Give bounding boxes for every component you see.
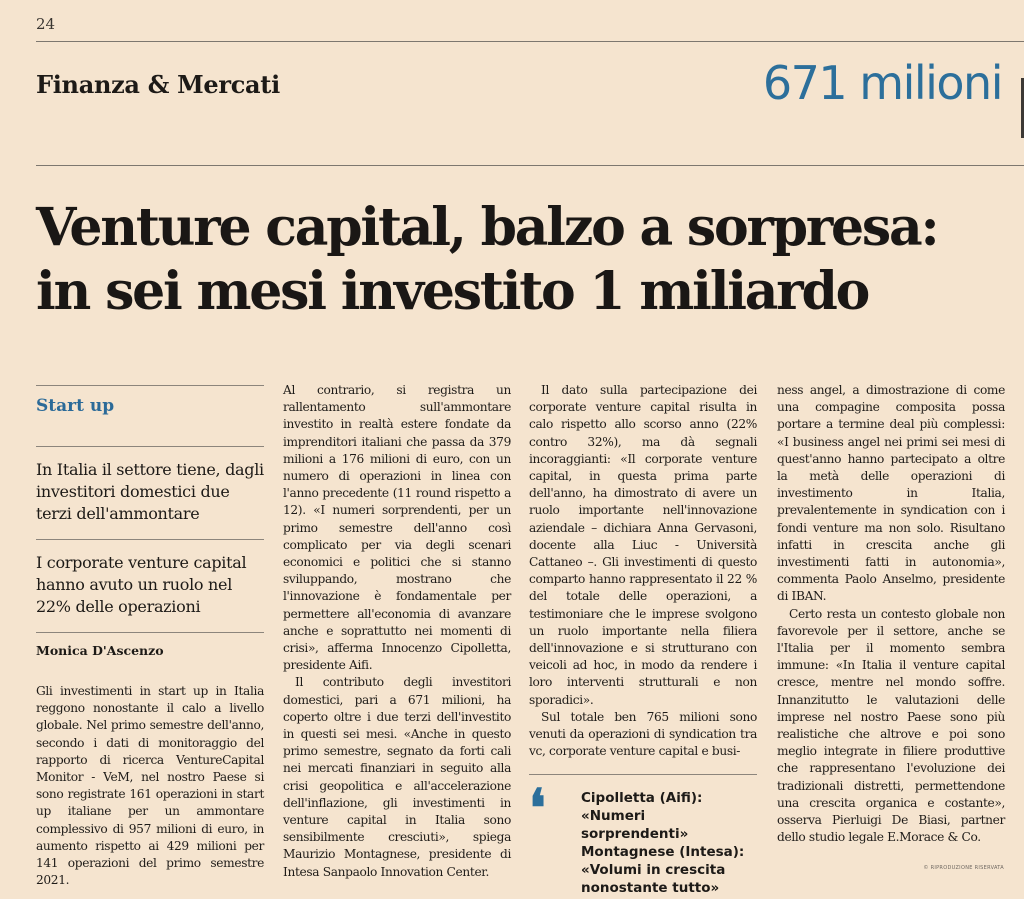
pull-quote-line: «Numeri sorprendenti» — [581, 808, 689, 842]
paragraph: Al contrario, si registra un rallentamento sull'ammontare investito in realtà estere fondate da imprenditori italiani che passa da 379 milioni a 176 milioni di euro, con un numero di operazioni in linea con l'anno precedente (11 round rispetto a 12). «I numeri sorprendenti, per un primo semestre dell'anno così complicato per via degli scenari economici e politici che si stanno sviluppando, mostrano che l'innovazione è fondamentale per permettere all'economia di avanzare anche e soprattutto nei momenti di crisi», afferma Innocenzo Cipolletta, presidente Aifi. — [283, 383, 511, 673]
divider — [36, 385, 264, 386]
highlight-figure: 671 milioni — [762, 56, 1002, 110]
section-title: Finanza & Mercati — [36, 70, 280, 99]
lead-column — [36, 385, 264, 672]
paragraph: Gli investimenti in start up in Italia reggono nonostante il calo a livello globale. Nel primo semestre dell'anno, secondo i dati di monitoraggio del rapporto di ricerca VentureCapital Monitor - VeM, nel nostro Paese si sono registrate 161 operazioni in start up italiane per un ammontare complessivo di 957 milioni di euro, in aumento rispetto ai 429 milioni per 141 operazioni del primo semestre 2021. — [36, 684, 264, 888]
pull-quote-line: Montagnese (Intesa): — [581, 844, 745, 860]
body-column-1 — [36, 683, 264, 889]
pull-quote-text — [581, 789, 757, 897]
paragraph: Sul totale ben 765 milioni sono venuti da operazioni di syndication tra vc, corporate venture capital e busi- — [529, 709, 757, 759]
summary-1: In Italia il settore tiene, dagli investitori domestici due terzi dell'ammontare — [36, 460, 264, 523]
paragraph: Certo resta un contesto globale non favorevole per il settore, anche se l'Italia per il momento sembra immune: «In Italia il venture capital cresce, mentre nel mondo soffre. Innanzitutto le valutazioni delle imprese nel nostro Paese sono più realistiche che altrove e poi sono meglio integrate in filiere produttive che rappresentano l'evoluzione dei tradizionali distretti, permettendone una crescita organica e costante», osserva Pierluigi De Biasi, partner dello studio legale E.Morace & Co. — [777, 606, 1005, 845]
top-rule — [36, 41, 1024, 42]
section-rule — [36, 165, 1024, 166]
paragraph: ness angel, a dimostrazione di come una compagine composita possa portare a termine deal più complessi: «I business angel nei primi sei mesi di quest'anno hanno partecipato a oltre la metà delle operazioni di investimento in Italia, prevalentemente in syndication con i fondi venture ma non solo. Risultano infatti in crescita anche gli investimenti fatti in autonomia», commenta Paolo Anselmo, presidente di IBAN. — [777, 383, 1005, 604]
headline — [36, 196, 986, 324]
pull-quote-line: «Volumi in crescita — [581, 862, 726, 878]
headline-line-1: Venture capital, balzo a sorpresa: — [36, 197, 938, 258]
pull-quote-line: nonostante tutto» — [581, 880, 720, 896]
divider — [36, 632, 264, 633]
quote-mark-icon: ❛ — [529, 778, 546, 839]
paragraph: Il dato sulla partecipazione dei corporate venture capital risulta in calo rispetto allo scorso anno (22% contro 32%), ma dà segnali incoraggianti: «Il corporate venture capital, in questa prima parte dell'anno, ha dimostrato di avere un ruolo importante nell'innovazione aziendale – dichiara Anna Gervasoni, docente alla Liuc - Università Cattaneo –. Gli investimenti di questo comparto hanno rappresentato il 22 % del totale delle operazioni, a testimoniare che le imprese svolgono un ruolo importante nella filiera dell'innovazione e si strutturano con veicoli ad hoc, in modo da rendere i loro interventi strutturali e non sporadici». — [529, 383, 757, 707]
summary-2: I corporate venture capital hanno avuto un ruolo nel 22% delle operazioni — [36, 553, 247, 616]
body-column-3 — [529, 382, 757, 760]
pull-quote — [529, 774, 757, 897]
kicker: Start up — [36, 396, 115, 416]
page-number: 24 — [36, 15, 56, 33]
headline-line-2: in sei mesi investito 1 miliardo — [36, 261, 869, 322]
byline: Monica D'Ascenzo — [36, 643, 164, 658]
body-column-4 — [777, 382, 1005, 846]
pull-quote-line: Cipolletta (Aifi): — [581, 790, 703, 806]
copyright-notice: © RIPRODUZIONE RISERVATA — [923, 865, 1004, 871]
body-column-2 — [283, 382, 511, 881]
paragraph: Il contributo degli investitori domestici, pari a 671 milioni, ha coperto oltre i due terzi dell'investito in questi sei mesi. «Anche in questo primo semestre, segnato da forti cali nei mercati finanziari in seguito alla crisi geopolitica e all'accelerazione dell'inflazione, gli investimenti in venture capital in Italia sono sensibilmente cresciuti», spiega Maurizio Montagnese, presidente di Intesa Sanpaolo Innovation Center. — [283, 675, 511, 879]
